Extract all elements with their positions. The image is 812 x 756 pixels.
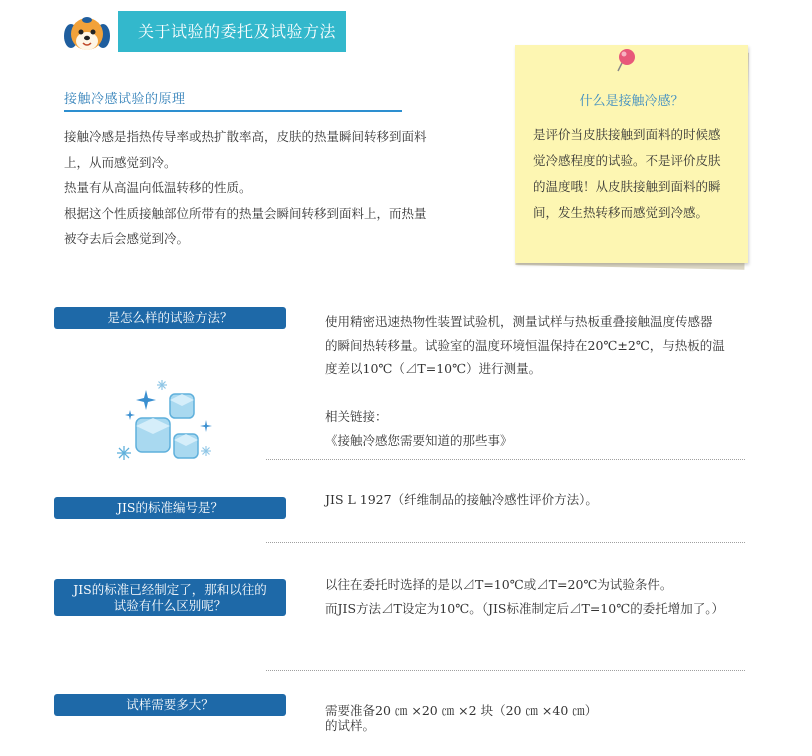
answer-line: 以往在委托时选择的是以⊿T=10℃或⊿T=20℃为试验条件。 [325,577,673,592]
answer-line: 而JIS方法⊿T设定为10℃。（JIS标准制定后⊿T=10℃的委托增加了。） [325,600,724,616]
divider [266,670,745,671]
answer-line: 度差以10℃（⊿T=10℃）进行测量。 [325,361,542,376]
question-label: 试验有什么区别呢？ [113,597,227,613]
answer-line: JIS L 1927（纤维制品的接触冷感性评价方法）。 [325,492,598,507]
note-line: 间，发生热转移而感觉到冷感。 [533,205,709,220]
note-title: 什么是接触冷感？ [579,94,684,109]
divider [266,542,745,543]
answer-line: 的试样。 [325,718,376,733]
answer-line: 的瞬间热转移量。试验室的温度环境恒温保持在20℃±2℃，与热板的温 [325,337,725,353]
principle-line: 热量有从高温向低温转移的性质。 [64,180,252,195]
pushpin-icon [615,47,637,73]
question-test-method [54,307,286,329]
question-jis-number [54,497,286,519]
answer-line: 需要准备20 ㎝ ×20 ㎝ ×2 块（20 ㎝ ×40 ㎝） [325,703,598,718]
question-label: JIS的标准已经制定了，那和以往的 [73,581,267,597]
principle-line: 根据这个性质接触部位所带有的热量会瞬间转移到面料上，而热量 [64,205,427,221]
note-line: 觉冷感程度的试验。不是评价皮肤 [533,153,721,168]
principle-line: 上，从而感觉到冷。 [64,154,177,170]
answer-sample-size [325,703,755,733]
section-heading-principle: 接触冷感试验的原理 [64,88,402,112]
page-title: 关于试验的委托及试验方法 [118,11,346,52]
ice-cubes-sparkle-icon [114,376,224,472]
answer-line: 使用精密迅速热物性装置试验机，测量试样与热板重叠接触温度传感器 [325,314,713,329]
question-jis-difference [54,579,286,616]
note-line: 是评价当皮肤接触到面料的时候感 [533,127,721,142]
related-links [325,405,755,452]
note-body [533,122,733,226]
question-label: 是怎么样的试验方法？ [107,310,233,325]
principle-line: 被夺去后会感觉到冷。 [64,231,190,246]
related-links-label: 相关链接： [325,409,388,424]
question-label: JIS的标准编号是？ [116,500,223,515]
question-label: 试样需要多大？ [126,697,214,712]
question-sample-size [54,694,286,716]
answer-test-method [325,310,755,381]
note-line: 的温度哦！从皮肤接触到面料的瞬 [533,179,721,194]
answer-jis-number [325,488,755,512]
dog-mascot-icon [64,14,110,54]
principle-text [64,124,464,252]
related-link[interactable]: 《接触冷感您需要知道的那些事》 [325,432,513,448]
principle-line: 接触冷感是指热传导率或热扩散率高，皮肤的热量瞬间转移到面料 [64,129,427,144]
answer-jis-difference [325,573,755,620]
divider [266,459,745,460]
